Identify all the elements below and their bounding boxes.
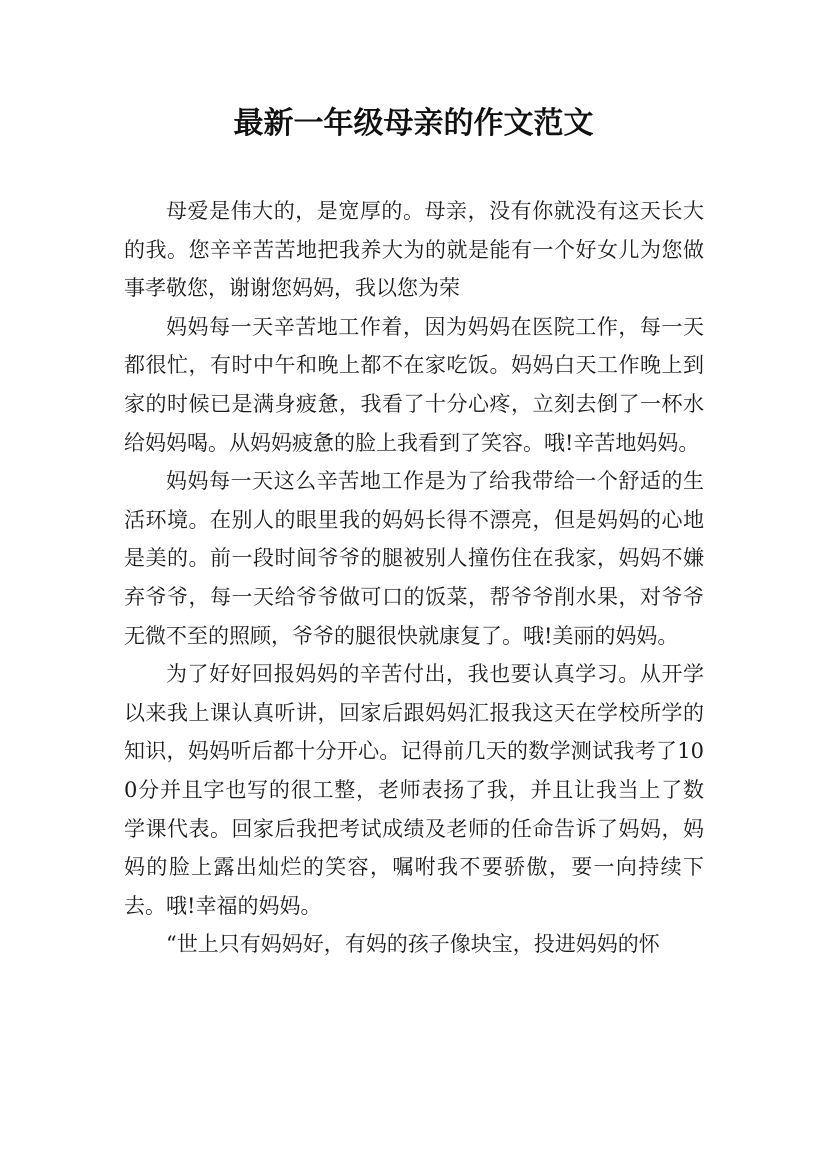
document-body: [124, 192, 704, 964]
paragraph-1: 母爱是伟大的，是宽厚的。母亲，没有你就没有这天长大的我。您辛辛苦苦地把我养大为的就是能有一个好女儿为您做事孝敬您，谢谢您妈妈，我以您为荣: [124, 199, 704, 301]
paragraph-4: 为了好好回报妈妈的辛苦付出，我也要认真学习。从开学以来我上课认真听讲，回家后跟妈妈汇报我这天在学校所学的知识，妈妈听后都十分开心。记得前几天的数学测试我考了100分并且字也写的很工整，老师表扬了我，并且让我当上了数学课代表。回家后我把考试成绩及老师的任命告诉了妈妈，妈妈的脸上露出灿烂的笑容，嘱咐我不要骄傲，要一向持续下去。哦!幸福的妈妈。: [124, 662, 704, 918]
paragraph-2: 妈妈每一天辛苦地工作着，因为妈妈在医院工作，每一天都很忙，有时中午和晚上都不在家吃饭。妈妈白天工作晚上到家的时候已是满身疲惫，我看了十分心疼，立刻去倒了一杯水给妈妈喝。从妈妈疲惫的脸上我看到了笑容。哦!辛苦地妈妈。: [124, 314, 704, 455]
paragraph-5: “世上只有妈妈好，有妈的孩子像块宝，投进妈妈的怀: [166, 932, 660, 957]
document-title: 最新一年级母亲的作文范文: [233, 106, 594, 141]
paragraph-3: 妈妈每一天这么辛苦地工作是为了给我带给一个舒适的生活环境。在别人的眼里我的妈妈长得不漂亮，但是妈妈的心地是美的。前一段时间爷爷的腿被别人撞伤住在我家，妈妈不嫌弃爷爷，每一天给爷爷做可口的饭菜，帮爷爷削水果，对爷爷无微不至的照顾，爷爷的腿很快就康复了。哦!美丽的妈妈。: [124, 469, 704, 648]
